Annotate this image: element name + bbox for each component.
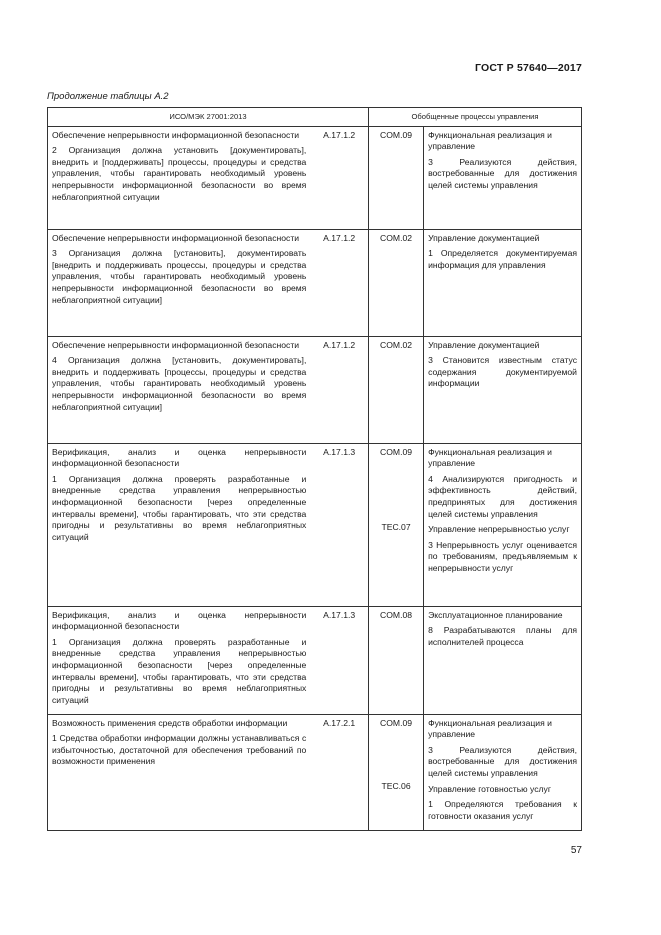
requirement-cell — [48, 443, 311, 606]
mapping-table — [47, 107, 582, 831]
control-ref: A.17.1.3 — [310, 443, 368, 606]
process-text: 3 Реализуются действия, востребованные для достижения целей системы управления — [428, 156, 577, 190]
control-ref: A.17.1.2 — [310, 229, 368, 336]
process-code: COM.09 — [369, 126, 424, 229]
control-ref: A.17.1.2 — [310, 336, 368, 443]
control-ref: A.17.1.3 — [310, 606, 368, 714]
process-name: Эксплуатационное планирование — [428, 609, 563, 620]
requirement-title: Обеспечение непрерывности информационной безопасности — [52, 129, 300, 140]
process-name: Функциональная реализация и управление — [428, 129, 552, 152]
requirement-cell — [48, 336, 311, 443]
process-text: 4 Анализируются пригодность и эффективность действий, предпринятых для достижения целей системы управления — [428, 473, 577, 519]
table-row — [48, 714, 582, 830]
requirement-cell — [48, 606, 311, 714]
requirement-text: 3 Организация должна [установить], документировать [внедрить и поддерживать процессы, процедуры и средства управления, чтобы гарантировать необходимый уровень непрерывности информационной безопасности во время неблагоприятной ситуации] — [52, 248, 307, 305]
header-iso: ИСО/МЭК 27001:2013 — [48, 108, 369, 127]
requirement-title: Верификация, анализ и оценка непрерывности информационной безопасности — [52, 609, 307, 632]
requirement-cell — [48, 714, 311, 830]
control-ref: A.17.2.1 — [310, 714, 368, 830]
requirement-title: Верификация, анализ и оценка непрерывности информационной безопасности — [52, 446, 307, 469]
requirement-title: Возможность применения средств обработки информации — [52, 717, 288, 728]
process-cell — [424, 606, 582, 714]
page-number: 57 — [570, 845, 582, 856]
process-code: COM.08 — [369, 606, 424, 714]
process-text: 8 Разрабатываются планы для исполнителей процесса — [428, 625, 577, 647]
table-header-row — [48, 108, 582, 127]
process-text: 3 Становится известным статус содержания документируемой информации — [428, 355, 577, 389]
requirement-title: Обеспечение непрерывности информационной безопасности — [52, 339, 300, 350]
process-cell — [424, 229, 582, 336]
process-cell — [424, 714, 582, 830]
process-name: Управление документацией — [428, 232, 540, 243]
requirement-text: 1 Средства обработки информации должны устанавливаться с избыточностью, достаточной для обеспечения требований по возможности применения — [52, 733, 307, 767]
requirement-text: 1 Организация должна проверять разработанные и внедренные средства управления непрерывностью информационной безопасности [через определенные интервалы времени], чтобы гарантировать, что эти средства пригодны и результативны во время неблагоприятных ситуаций — [52, 636, 307, 705]
process-code: COM.02 — [369, 336, 424, 443]
process-name: Управление готовностью услуг — [428, 783, 551, 794]
requirement-text: 1 Организация должна проверять разработанные и внедренные средства управления непрерывностью информационной безопасности [через определенные интервалы времени], чтобы гарантировать, что эти средства пригодны и результативны во время неблагоприятных ситуаций — [52, 473, 307, 542]
process-cell — [424, 336, 582, 443]
process-code: COM.02 — [369, 229, 424, 336]
requirement-text: 4 Организация должна [установить, документировать], внедрить и поддерживать [процессы, процедуры и средства управления, чтобы гарантировать необходимый уровень непрерывности информационной безопасности во время неблагоприятной ситуации] — [52, 355, 307, 412]
process-text: 3 Непрерывность услуг оценивается по требованиям, предъявляемым к непрерывности услуг — [428, 539, 577, 573]
header-processes: Обобщенные процессы управления — [369, 108, 582, 127]
table-caption: Продолжение таблицы А.2 — [47, 91, 169, 102]
table-row — [48, 443, 582, 606]
process-cell — [424, 443, 582, 606]
process-name: Управление непрерывностью услуг — [428, 524, 570, 535]
requirement-cell — [48, 126, 311, 229]
process-name: Функциональная реализация и управление — [428, 446, 552, 469]
requirement-cell — [48, 229, 311, 336]
process-code: COM.09 TEC.06 — [369, 714, 424, 830]
process-code: COM.09 TEC.07 — [369, 443, 424, 606]
table-row — [48, 336, 582, 443]
control-ref: A.17.1.2 — [310, 126, 368, 229]
process-text: 3 Реализуются действия, востребованные для достижения целей системы управления — [428, 744, 577, 778]
document-standard-number: ГОСТ Р 57640—2017 — [474, 62, 582, 74]
process-text: 1 Определяются требования к готовности оказания услуг — [428, 799, 577, 821]
table-row — [48, 606, 582, 714]
requirement-text: 2 Организация должна установить [документировать], внедрить и [поддерживать] процессы, процедуры и средства управления, чтобы гарантировать необходимый уровень непрерывности информационной безопасности во время неблагоприятной ситуации — [52, 145, 307, 202]
table-row — [48, 229, 582, 336]
process-text: 1 Определяется документируемая информация для управления — [428, 248, 577, 270]
table-row — [48, 126, 582, 229]
process-name: Функциональная реализация и управление — [428, 717, 552, 740]
requirement-title: Обеспечение непрерывности информационной безопасности — [52, 232, 300, 243]
process-cell — [424, 126, 582, 229]
process-name: Управление документацией — [428, 339, 540, 350]
